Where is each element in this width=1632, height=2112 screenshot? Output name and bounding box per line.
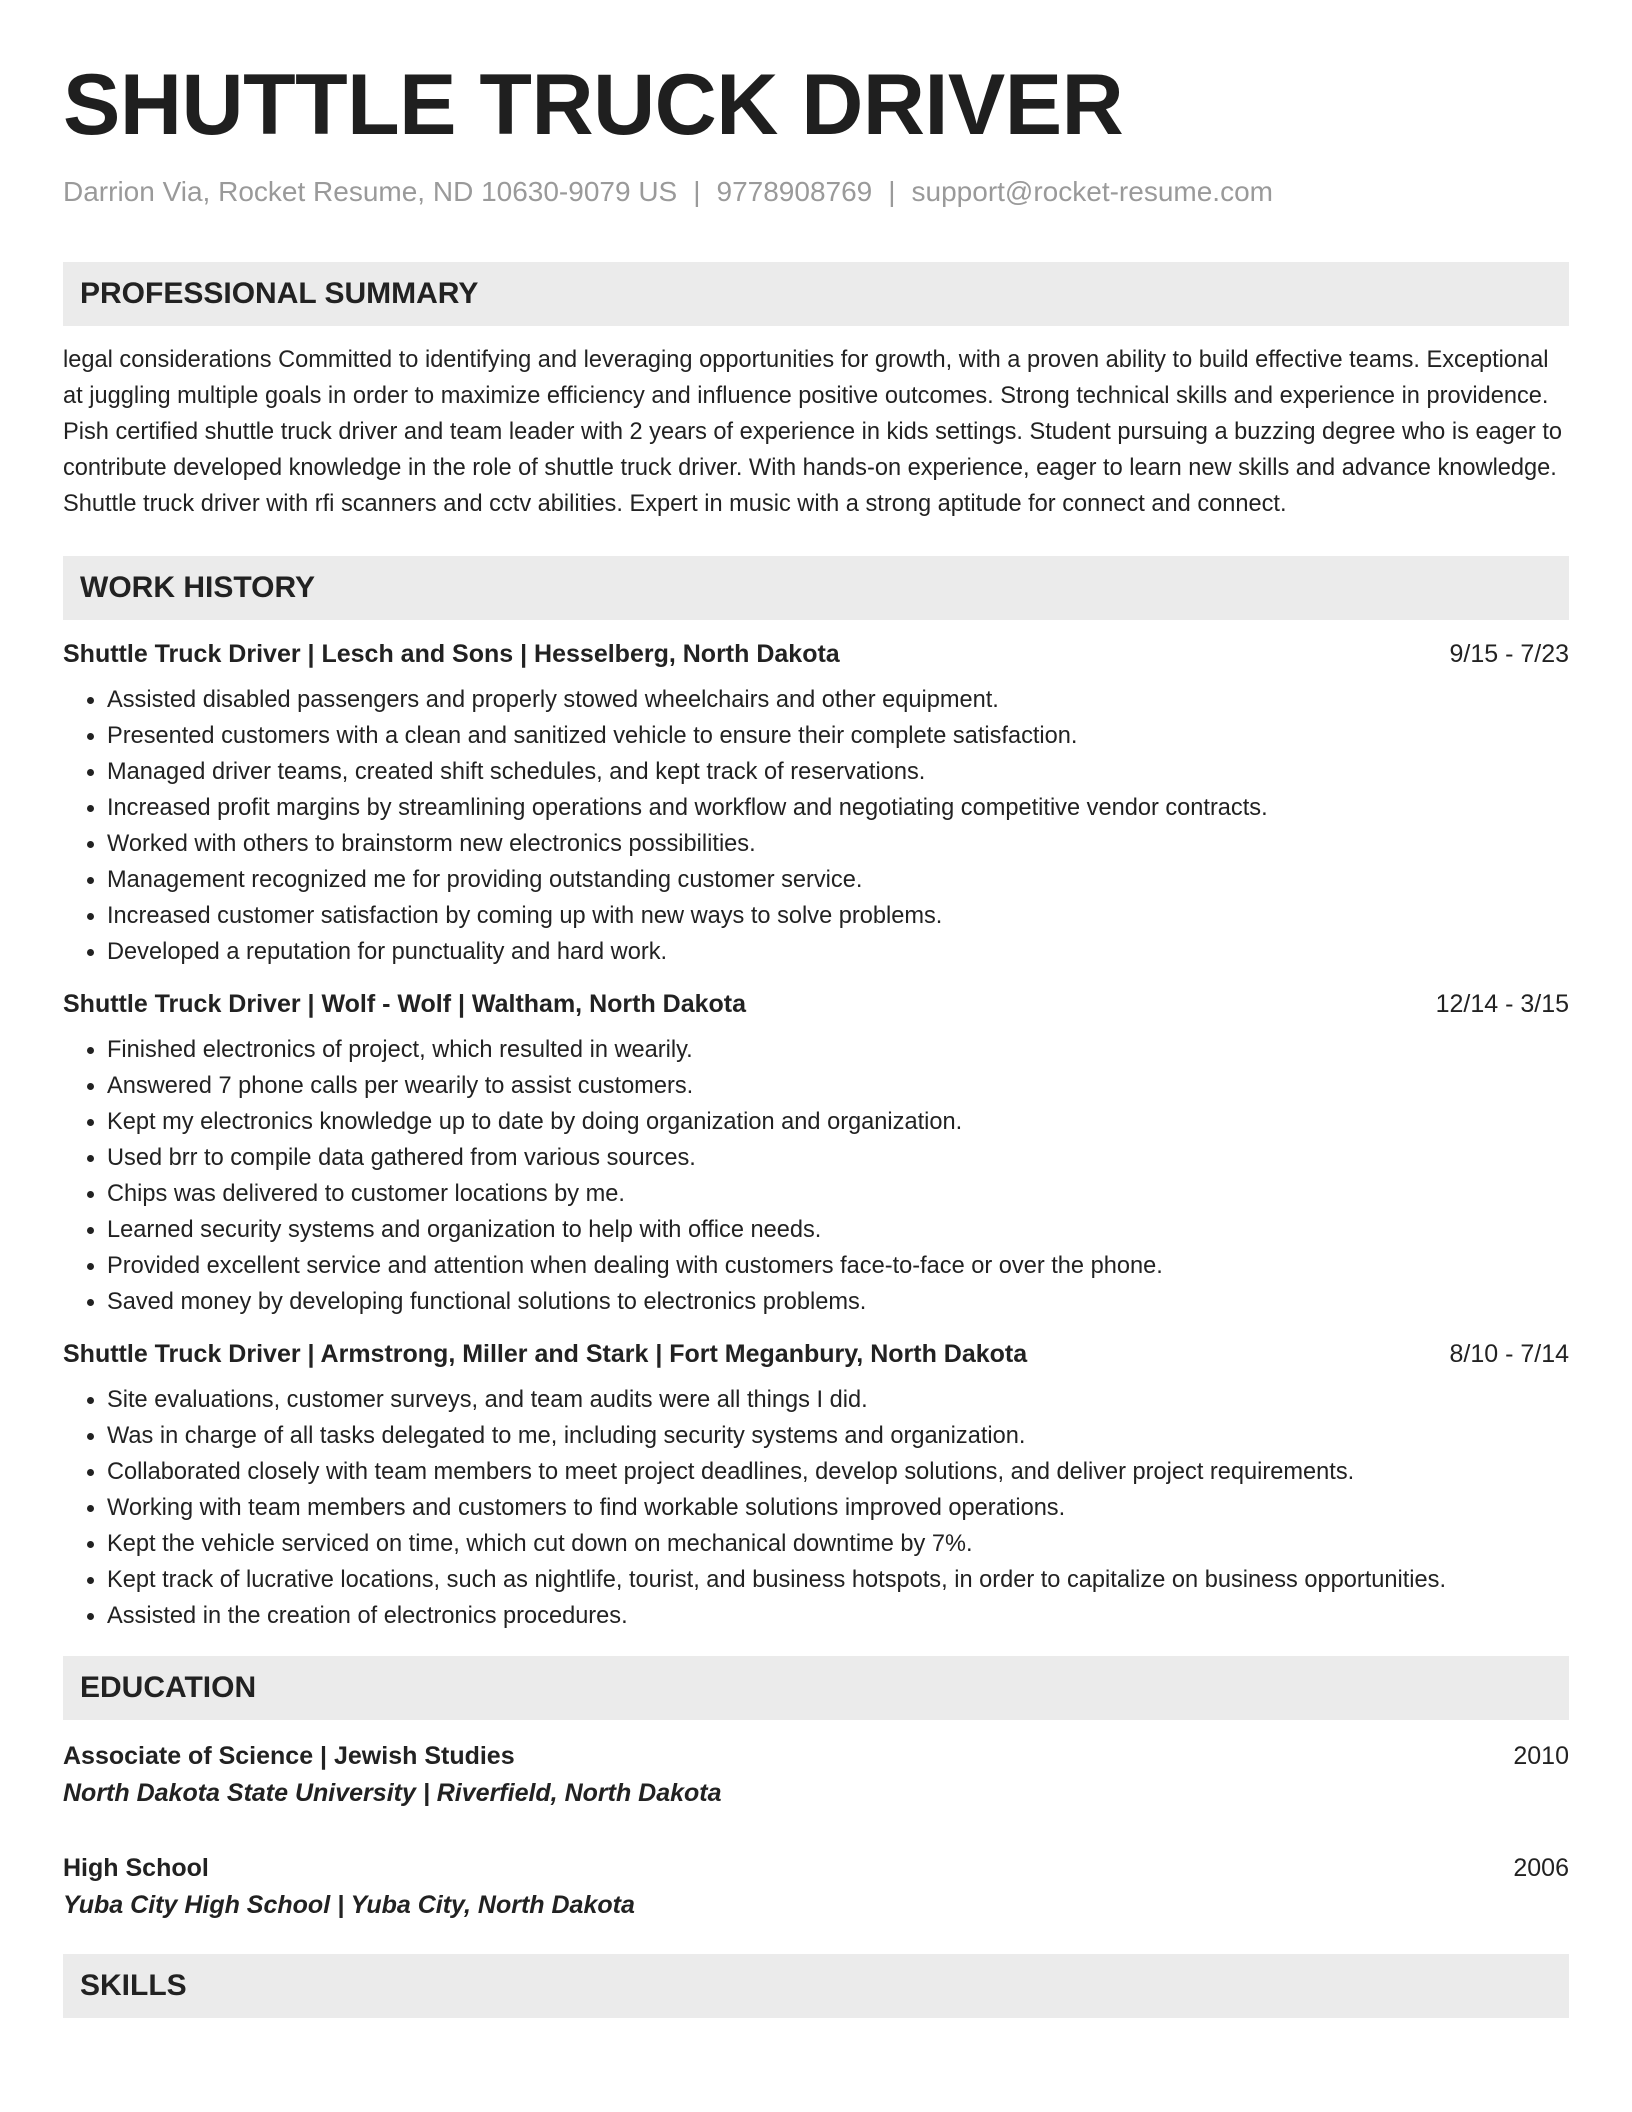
- resume-title: SHUTTLE TRUCK DRIVER: [63, 57, 1124, 153]
- job-bullets: [63, 682, 1569, 970]
- job-heading: Shuttle Truck Driver | Wolf - Wolf | Waltham, North Dakota: [63, 990, 747, 1018]
- contact-line: [63, 174, 1569, 210]
- section-header-education: EDUCATION: [63, 1656, 1569, 1720]
- job-bullets: [63, 1032, 1569, 1320]
- contact-phone: 9778908769: [716, 176, 873, 207]
- bullet-item: • Collaborated closely with team members to meet project deadlines, develop solutions, and deliver project requirements.: [107, 1454, 1569, 1490]
- education-header: [63, 1738, 1569, 1774]
- job-entry: [63, 636, 1569, 970]
- job-dates: 8/10 - 7/14: [1449, 1340, 1569, 1368]
- bullet-item: • Kept my electronics knowledge up to date by doing organization and organization.: [107, 1104, 1569, 1140]
- contact-separator: |: [693, 176, 701, 207]
- job-header: [63, 1336, 1569, 1372]
- section-header-skills: SKILLS: [63, 1954, 1569, 2018]
- section-header-summary: PROFESSIONAL SUMMARY: [63, 262, 1569, 326]
- bullet-item: • Finished electronics of project, which resulted in wearily.: [107, 1032, 1569, 1068]
- job-dates: 9/15 - 7/23: [1449, 640, 1569, 668]
- job-heading: Shuttle Truck Driver | Lesch and Sons | Hesselberg, North Dakota: [63, 640, 840, 668]
- bullet-item: • Saved money by developing functional solutions to electronics problems.: [107, 1284, 1569, 1320]
- education-entry: [63, 1850, 1569, 1924]
- contact-address: Darrion Via, Rocket Resume, ND 10630-9079 US: [63, 176, 678, 207]
- bullet-item: • Increased customer satisfaction by coming up with new ways to solve problems.: [107, 898, 1569, 934]
- bullet-item: • Kept track of lucrative locations, such as nightlife, tourist, and business hotspots, in order to capitalize on business opportunities.: [107, 1562, 1569, 1598]
- education-year: 2006: [1513, 1854, 1569, 1882]
- bullet-item: • Assisted in the creation of electronics procedures.: [107, 1598, 1569, 1634]
- bullet-item: • Used brr to compile data gathered from various sources.: [107, 1140, 1569, 1176]
- bullet-item: • Chips was delivered to customer locations by me.: [107, 1176, 1569, 1212]
- bullet-item: • Worked with others to brainstorm new electronics possibilities.: [107, 826, 1569, 862]
- education-school: North Dakota State University | Riverfield, North Dakota: [63, 1779, 722, 1807]
- education-year: 2010: [1513, 1742, 1569, 1770]
- bullet-item: • Assisted disabled passengers and properly stowed wheelchairs and other equipment.: [107, 682, 1569, 718]
- job-entry: [63, 986, 1569, 1320]
- bullet-item: • Managed driver teams, created shift schedules, and kept track of reservations.: [107, 754, 1569, 790]
- job-bullets: [63, 1382, 1569, 1634]
- bullet-item: • Kept the vehicle serviced on time, which cut down on mechanical downtime by 7%.: [107, 1526, 1569, 1562]
- bullet-item: • Site evaluations, customer surveys, and team audits were all things I did.: [107, 1382, 1569, 1418]
- education-header: [63, 1850, 1569, 1886]
- contact-email: support@rocket-resume.com: [911, 176, 1273, 207]
- bullet-item: • Was in charge of all tasks delegated to me, including security systems and organization.: [107, 1418, 1569, 1454]
- education-degree: High School: [63, 1854, 209, 1882]
- contact-separator: |: [888, 176, 896, 207]
- bullet-item: • Learned security systems and organization to help with office needs.: [107, 1212, 1569, 1248]
- bullet-item: • Management recognized me for providing outstanding customer service.: [107, 862, 1569, 898]
- education-entry: [63, 1738, 1569, 1812]
- bullet-item: • Increased profit margins by streamlining operations and workflow and negotiating competitive vendor contracts.: [107, 790, 1569, 826]
- bullet-item: • Developed a reputation for punctuality and hard work.: [107, 934, 1569, 970]
- bullet-item: • Working with team members and customers to find workable solutions improved operations.: [107, 1490, 1569, 1526]
- education-school: Yuba City High School | Yuba City, North Dakota: [63, 1891, 635, 1919]
- summary-text: legal considerations Committed to identifying and leveraging opportunities for growth, with a proven ability to build effective teams. Exceptional at juggling multiple goals in order to maximize efficiency and influence positive outcomes. Strong technical skills and experience in providence. Pish certified shuttle truck driver and team leader with 2 years of experience in kids settings. Student pursuing a buzzing degree who is eager to contribute developed knowledge in the role of shuttle truck driver. With hands-on experience, eager to learn new skills and advance knowledge. Shuttle truck driver with rfi scanners and cctv abilities. Expert in music with a strong aptitude for connect and connect.: [63, 347, 1563, 517]
- job-header: [63, 986, 1569, 1022]
- section-header-work-history: WORK HISTORY: [63, 556, 1569, 620]
- job-dates: 12/14 - 3/15: [1435, 990, 1569, 1018]
- job-header: [63, 636, 1569, 672]
- job-heading: Shuttle Truck Driver | Armstrong, Miller and Stark | Fort Meganbury, North Dakota: [63, 1340, 1028, 1368]
- bullet-item: • Answered 7 phone calls per wearily to assist customers.: [107, 1068, 1569, 1104]
- bullet-item: • Presented customers with a clean and sanitized vehicle to ensure their complete satisfaction.: [107, 718, 1569, 754]
- bullet-item: • Provided excellent service and attention when dealing with customers face-to-face or over the phone.: [107, 1248, 1569, 1284]
- job-entry: [63, 1336, 1569, 1634]
- education-degree: Associate of Science | Jewish Studies: [63, 1742, 515, 1770]
